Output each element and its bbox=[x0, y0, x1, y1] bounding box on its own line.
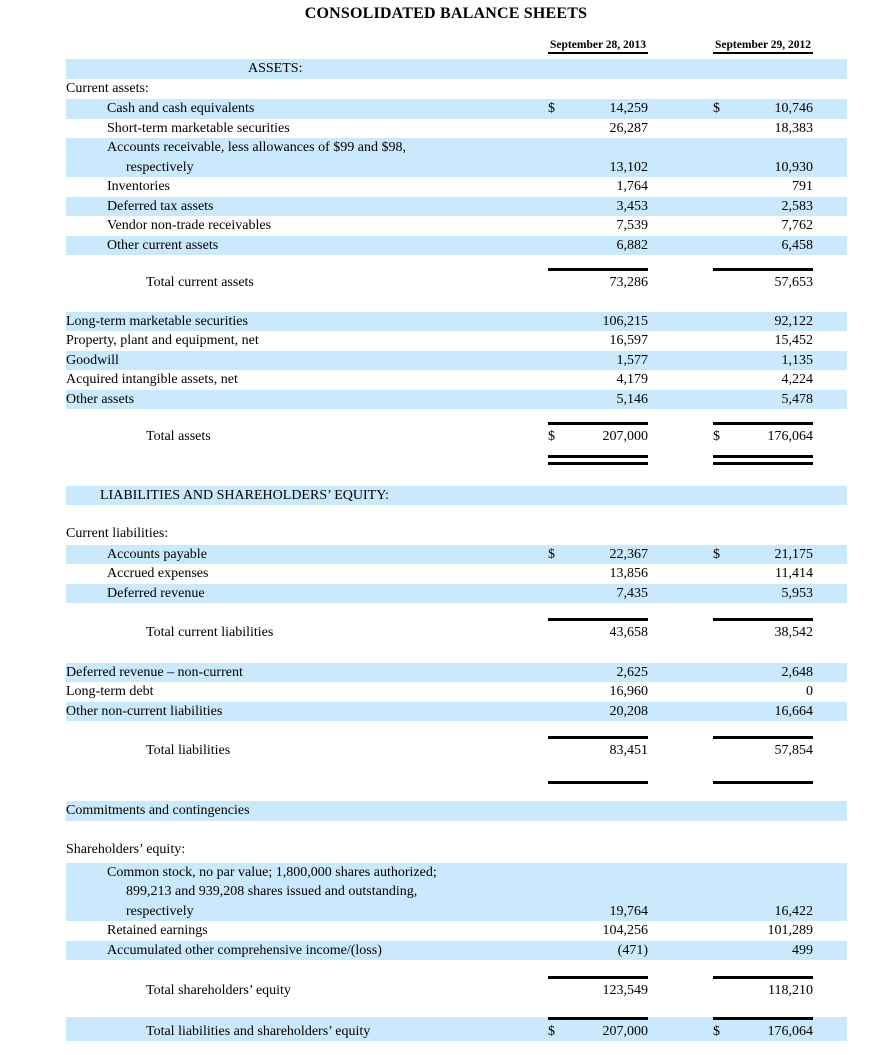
property-plant-equipment-label bbox=[66, 331, 548, 351]
total-shareholders-equity-label bbox=[66, 981, 548, 1001]
value-2012: 118,210 bbox=[768, 983, 813, 998]
retained-earnings-label bbox=[66, 921, 548, 941]
accrued-expenses-line: Accrued expenses bbox=[107, 566, 209, 581]
value-col2 bbox=[713, 564, 813, 584]
section-gap bbox=[66, 465, 847, 486]
goodwill bbox=[66, 351, 847, 371]
long-term-debt bbox=[66, 682, 847, 702]
double-rule-col1 bbox=[548, 455, 648, 465]
common-stock bbox=[66, 863, 847, 922]
value-2013: 16,960 bbox=[609, 684, 648, 699]
value-col1 bbox=[548, 902, 648, 922]
assets-header bbox=[66, 59, 847, 79]
value-2012: 57,653 bbox=[774, 275, 813, 290]
value-2012: 0 bbox=[806, 684, 813, 699]
value-col1 bbox=[548, 422, 648, 447]
accumulated-other-comprehensive-income-line: Accumulated other comprehensive income/(loss) bbox=[107, 942, 382, 958]
value-col1 bbox=[548, 564, 648, 584]
single-rule-col1 bbox=[548, 781, 648, 784]
value-col2 bbox=[713, 119, 813, 139]
accounts-payable bbox=[66, 545, 847, 565]
inventories bbox=[66, 177, 847, 197]
accounts-payable-label bbox=[66, 545, 548, 565]
value-col2 bbox=[713, 312, 813, 332]
retained-earnings-line: Retained earnings bbox=[107, 923, 208, 938]
dollar-sign-2013: $ bbox=[548, 101, 555, 116]
value-2013: 104,256 bbox=[602, 923, 648, 938]
accounts-receivable-line: respectively bbox=[126, 159, 194, 175]
long-term-debt-line: Long-term debt bbox=[66, 684, 154, 699]
acquired-intangible-assets-label bbox=[66, 370, 548, 390]
value-col1 bbox=[548, 370, 648, 390]
value-col1 bbox=[548, 736, 648, 761]
total-current-liabilities-text: Total current liabilities bbox=[146, 625, 274, 640]
other-assets bbox=[66, 390, 847, 410]
single-rule-col2 bbox=[713, 781, 813, 784]
section-gap bbox=[66, 255, 847, 268]
value-2012: 16,664 bbox=[774, 703, 813, 719]
value-2012: 16,422 bbox=[774, 903, 813, 919]
commitments-and-contingencies-label bbox=[66, 801, 548, 822]
current-assets-label bbox=[66, 79, 847, 100]
common-stock-line: Common stock, no par value; 1,800,000 shares authorized; bbox=[107, 864, 437, 880]
accounts-receivable bbox=[66, 138, 847, 177]
dollar-sign-2012: $ bbox=[713, 1023, 720, 1039]
value-col1 bbox=[548, 663, 648, 683]
value-2012: 5,953 bbox=[781, 585, 813, 601]
value-col1 bbox=[548, 119, 648, 139]
value-col1 bbox=[548, 216, 648, 236]
table-rows bbox=[66, 59, 847, 1041]
value-2013: 14,259 bbox=[609, 101, 648, 116]
value-2012: 176,064 bbox=[767, 1023, 813, 1039]
other-current-assets bbox=[66, 236, 847, 256]
value-col2 bbox=[713, 422, 813, 447]
other-current-assets-label bbox=[66, 236, 548, 256]
value-col1 bbox=[548, 331, 648, 351]
property-plant-equipment-line: Property, plant and equipment, net bbox=[66, 333, 259, 348]
current-liabilities-label-label bbox=[66, 524, 548, 545]
value-col2 bbox=[713, 584, 813, 604]
value-col2 bbox=[713, 976, 813, 1001]
section-gap bbox=[66, 960, 847, 976]
value-col1 bbox=[548, 312, 648, 332]
value-2013: 2,625 bbox=[616, 664, 648, 680]
accrued-expenses bbox=[66, 564, 847, 584]
acquired-intangible-assets-line: Acquired intangible assets, net bbox=[66, 372, 238, 387]
deferred-revenue-non-current-label bbox=[66, 663, 548, 683]
current-liabilities-label-text: Current liabilities: bbox=[66, 526, 169, 541]
value-2013: 73,286 bbox=[609, 275, 648, 290]
value-2013: 5,146 bbox=[616, 391, 648, 407]
vendor-non-trade-receivables-line: Vendor non-trade receivables bbox=[107, 218, 272, 233]
section-gap bbox=[66, 505, 847, 524]
value-2013: 20,208 bbox=[609, 703, 648, 719]
section-gap bbox=[66, 293, 847, 312]
value-2013: 6,882 bbox=[616, 237, 648, 253]
accumulated-other-comprehensive-income-label bbox=[66, 941, 548, 961]
total-current-assets bbox=[66, 268, 847, 293]
value-2013: 26,287 bbox=[609, 120, 648, 136]
common-stock-line: respectively bbox=[126, 903, 194, 919]
total-current-liabilities-label bbox=[66, 623, 548, 643]
value-2013: 207,000 bbox=[602, 1023, 648, 1039]
cash-and-cash-equivalents-line: Cash and cash equivalents bbox=[107, 101, 255, 116]
long-term-debt-label bbox=[66, 682, 548, 702]
dollar-sign-2013: $ bbox=[548, 429, 555, 444]
shareholders-equity-label-text: Shareholders’ equity: bbox=[66, 842, 186, 857]
value-col1 bbox=[548, 197, 648, 217]
value-col1 bbox=[548, 702, 648, 722]
total-current-liabilities bbox=[66, 618, 847, 643]
value-2012: 7,762 bbox=[781, 218, 813, 233]
value-col2 bbox=[713, 197, 813, 217]
value-2013: 16,597 bbox=[609, 333, 648, 348]
value-2013: 83,451 bbox=[609, 743, 648, 758]
inventories-line: Inventories bbox=[107, 179, 170, 194]
column-header-2012: September 29, 2012 bbox=[713, 39, 813, 54]
value-2012: 57,854 bbox=[774, 743, 813, 758]
section-gap bbox=[66, 447, 847, 455]
total-current-assets-text: Total current assets bbox=[146, 275, 254, 290]
value-2013: 1,577 bbox=[616, 352, 648, 368]
short-term-marketable-securities-label bbox=[66, 119, 548, 139]
dollar-sign-2013: $ bbox=[548, 1023, 555, 1039]
section-gap bbox=[66, 821, 847, 840]
accounts-payable-line: Accounts payable bbox=[107, 546, 207, 562]
total-liabilities bbox=[66, 736, 847, 761]
short-term-marketable-securities-line: Short-term marketable securities bbox=[107, 120, 290, 136]
commitments-and-contingencies bbox=[66, 801, 847, 822]
value-col2 bbox=[713, 941, 813, 961]
value-2012: 11,414 bbox=[775, 566, 813, 581]
value-2013: 7,435 bbox=[616, 585, 648, 601]
long-term-marketable-securities bbox=[66, 312, 847, 332]
balance-sheet-table bbox=[66, 39, 847, 1041]
value-col2 bbox=[713, 902, 813, 922]
other-non-current-liabilities-line: Other non-current liabilities bbox=[66, 703, 223, 719]
section-gap bbox=[66, 784, 847, 801]
assets-header-label bbox=[66, 59, 548, 79]
value-col2 bbox=[713, 545, 813, 565]
cash-and-cash-equivalents bbox=[66, 99, 847, 119]
value-2012: 5,478 bbox=[781, 391, 813, 407]
deferred-revenue bbox=[66, 584, 847, 604]
value-col2 bbox=[713, 618, 813, 643]
value-2013: 22,367 bbox=[609, 546, 648, 562]
value-2012: 21,175 bbox=[774, 546, 813, 562]
balance-sheet-document bbox=[0, 5, 892, 1055]
value-col2 bbox=[713, 370, 813, 390]
total-assets-text: Total assets bbox=[146, 429, 211, 444]
value-col2 bbox=[713, 331, 813, 351]
total-shareholders-equity-text: Total shareholders’ equity bbox=[146, 983, 291, 998]
dollar-sign-2012: $ bbox=[713, 546, 720, 562]
value-col2 bbox=[713, 921, 813, 941]
value-2012: 176,064 bbox=[767, 429, 813, 444]
total-liabilities-and-shareholders-equity-text: Total liabilities and shareholders’ equity bbox=[146, 1023, 371, 1039]
current-assets-label-label bbox=[66, 79, 548, 100]
value-2013: 207,000 bbox=[602, 429, 648, 444]
cash-and-cash-equivalents-label bbox=[66, 99, 548, 119]
deferred-tax-assets-label bbox=[66, 197, 548, 217]
value-col2 bbox=[713, 268, 813, 293]
value-col2 bbox=[713, 236, 813, 256]
accounts-receivable-label bbox=[66, 138, 548, 177]
deferred-revenue-non-current bbox=[66, 663, 847, 683]
value-col2 bbox=[713, 390, 813, 410]
value-2012: 1,135 bbox=[781, 352, 813, 368]
value-col1 bbox=[548, 618, 648, 643]
value-2012: 10,746 bbox=[774, 101, 813, 116]
value-col1 bbox=[548, 390, 648, 410]
deferred-tax-assets-line: Deferred tax assets bbox=[107, 198, 214, 214]
value-col1 bbox=[548, 1017, 648, 1042]
deferred-revenue-non-current-line: Deferred revenue – non-current bbox=[66, 664, 243, 680]
total-liabilities-and-shareholders-equity-label bbox=[66, 1022, 548, 1042]
other-assets-line: Other assets bbox=[66, 391, 135, 407]
value-col1 bbox=[548, 941, 648, 961]
property-plant-equipment bbox=[66, 331, 847, 351]
liabilities-header-label bbox=[66, 486, 548, 506]
other-current-assets-line: Other current assets bbox=[107, 237, 219, 253]
value-2013: 3,453 bbox=[616, 198, 648, 214]
dollar-sign-2012: $ bbox=[713, 429, 720, 444]
value-col2 bbox=[713, 663, 813, 683]
deferred-tax-assets bbox=[66, 197, 847, 217]
value-2013: 4,179 bbox=[616, 372, 648, 387]
value-col1 bbox=[548, 584, 648, 604]
value-2013: 7,539 bbox=[616, 218, 648, 233]
liabilities-header bbox=[66, 486, 847, 506]
goodwill-label bbox=[66, 351, 548, 371]
accrued-expenses-label bbox=[66, 564, 548, 584]
double-rule-col2 bbox=[713, 455, 813, 465]
value-col1 bbox=[548, 177, 648, 197]
long-term-marketable-securities-label bbox=[66, 312, 548, 332]
value-col1 bbox=[548, 921, 648, 941]
dollar-sign-2013: $ bbox=[548, 546, 555, 562]
value-2012: 2,583 bbox=[781, 198, 813, 214]
total-assets-label bbox=[66, 427, 548, 447]
retained-earnings bbox=[66, 921, 847, 941]
accumulated-other-comprehensive-income bbox=[66, 941, 847, 961]
total-liabilities-text: Total liabilities bbox=[146, 743, 231, 758]
value-2013: 13,856 bbox=[609, 566, 648, 581]
value-2012: 101,289 bbox=[767, 923, 813, 938]
short-term-marketable-securities bbox=[66, 119, 847, 139]
shareholders-equity-label-label bbox=[66, 840, 548, 861]
value-2012: 92,122 bbox=[774, 313, 813, 329]
current-liabilities-label bbox=[66, 524, 847, 545]
value-col2 bbox=[713, 682, 813, 702]
value-2012: 2,648 bbox=[781, 664, 813, 680]
total-liabilities-and-shareholders-equity bbox=[66, 1017, 847, 1042]
total-shareholders-equity bbox=[66, 976, 847, 1001]
liabilities-header-text: LIABILITIES AND SHAREHOLDERS’ EQUITY: bbox=[100, 487, 389, 503]
value-2012: 10,930 bbox=[774, 159, 813, 175]
value-2013: (471) bbox=[617, 942, 648, 958]
value-2013: 106,215 bbox=[602, 313, 648, 329]
value-2012: 38,542 bbox=[774, 625, 813, 640]
section-gap bbox=[66, 603, 847, 618]
section-gap bbox=[66, 761, 847, 781]
assets-header-text: ASSETS: bbox=[248, 61, 303, 76]
commitments-and-contingencies-text: Commitments and contingencies bbox=[66, 802, 250, 818]
value-2013: 1,764 bbox=[616, 179, 648, 194]
value-col1 bbox=[548, 682, 648, 702]
deferred-revenue-line: Deferred revenue bbox=[107, 585, 205, 601]
value-col1 bbox=[548, 158, 648, 178]
value-col2 bbox=[713, 177, 813, 197]
value-2013: 19,764 bbox=[609, 903, 648, 919]
value-2012: 6,458 bbox=[781, 237, 813, 253]
deferred-revenue-label bbox=[66, 584, 548, 604]
value-col1 bbox=[548, 351, 648, 371]
value-2013: 123,549 bbox=[602, 983, 648, 998]
other-non-current-liabilities-label bbox=[66, 702, 548, 722]
value-col1 bbox=[548, 236, 648, 256]
total-assets-double-rule bbox=[66, 455, 847, 465]
value-2012: 15,452 bbox=[774, 333, 813, 348]
value-col2 bbox=[713, 351, 813, 371]
value-col1 bbox=[548, 99, 648, 119]
goodwill-line: Goodwill bbox=[66, 352, 119, 368]
section-gap bbox=[66, 721, 847, 736]
other-assets-label bbox=[66, 390, 548, 410]
value-col2 bbox=[713, 99, 813, 119]
total-liabilities-label bbox=[66, 741, 548, 761]
value-col1 bbox=[548, 545, 648, 565]
accounts-receivable-line: Accounts receivable, less allowances of $99 and $98, bbox=[107, 140, 406, 155]
value-col2 bbox=[713, 736, 813, 761]
value-col2 bbox=[713, 158, 813, 178]
section-gap bbox=[66, 1001, 847, 1017]
value-2012: 791 bbox=[792, 179, 813, 194]
value-col2 bbox=[713, 702, 813, 722]
acquired-intangible-assets bbox=[66, 370, 847, 390]
total-current-assets-label bbox=[66, 273, 548, 293]
column-header-row bbox=[66, 39, 847, 54]
value-2012: 18,383 bbox=[774, 120, 813, 136]
common-stock-line: 899,213 and 939,208 shares issued and outstanding, bbox=[126, 884, 418, 899]
value-col1 bbox=[548, 268, 648, 293]
inventories-label bbox=[66, 177, 548, 197]
value-2013: 43,658 bbox=[609, 625, 648, 640]
value-2012: 499 bbox=[792, 942, 813, 958]
other-non-current-liabilities bbox=[66, 702, 847, 722]
value-col1 bbox=[548, 976, 648, 1001]
section-gap bbox=[66, 409, 847, 422]
total-assets bbox=[66, 422, 847, 447]
dollar-sign-2012: $ bbox=[713, 101, 720, 116]
long-term-marketable-securities-line: Long-term marketable securities bbox=[66, 313, 248, 329]
vendor-non-trade-receivables-label bbox=[66, 216, 548, 236]
shareholders-equity-label bbox=[66, 840, 847, 861]
value-col2 bbox=[713, 1017, 813, 1042]
current-assets-label-text: Current assets: bbox=[66, 80, 149, 96]
section-gap bbox=[66, 643, 847, 663]
common-stock-label bbox=[66, 863, 548, 922]
vendor-non-trade-receivables bbox=[66, 216, 847, 236]
column-header-2013: September 28, 2013 bbox=[548, 39, 648, 54]
value-2012: 4,224 bbox=[781, 372, 813, 387]
value-2013: 13,102 bbox=[609, 159, 648, 175]
page-title: CONSOLIDATED BALANCE SHEETS bbox=[304, 5, 588, 22]
value-col2 bbox=[713, 216, 813, 236]
